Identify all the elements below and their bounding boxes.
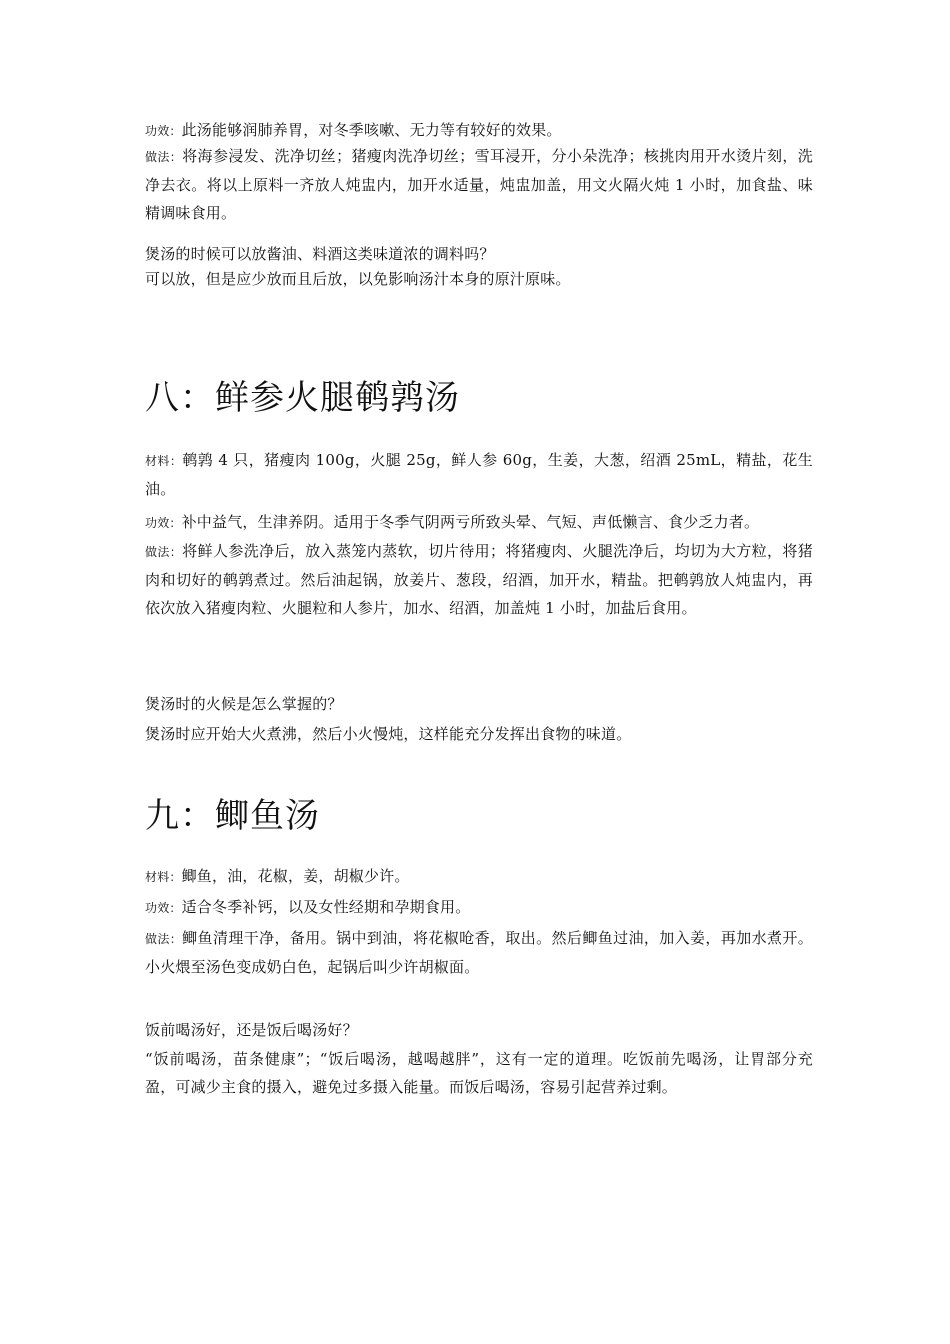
section-9-method-paragraph bbox=[145, 924, 813, 981]
method-text: 鲫鱼清理干净，备用。锅中到油，将花椒呛香，取出。然后鲫鱼过油，加入姜，再加水煮开。小火煨至汤色变成奶白色，起锅后叫少许胡椒面。 bbox=[145, 929, 813, 976]
materials-label: 材料： bbox=[145, 870, 182, 884]
section-9-efficacy-paragraph bbox=[145, 893, 813, 922]
method-text: 将海参浸发、洗净切丝；猪瘦肉洗净切丝；雪耳浸开，分小朵洗净；核挑肉用开水烫片刻，洗净去衣。将以上原料一齐放人炖盅内，加开水适量，炖盅加盖，用文火隔火炖 1 小时，加食盐、味精调味食用。 bbox=[145, 147, 813, 222]
efficacy-label: 功效： bbox=[145, 516, 182, 530]
materials-text: 鲫鱼，油，花椒，姜，胡椒少许。 bbox=[181, 867, 410, 885]
section-9-qa-question: 饭前喝汤好，还是饭后喝汤好？ bbox=[145, 1021, 358, 1039]
top-efficacy-paragraph bbox=[145, 116, 813, 145]
section-8-qa-answer: 煲汤时应开始大火煮沸，然后小火慢炖，这样能充分发挥出食物的味道。 bbox=[145, 725, 632, 743]
efficacy-text: 补中益气，生津养阴。适用于冬季气阴两亏所致头晕、气短、声低懒言、食少乏力者。 bbox=[181, 513, 760, 531]
top-qa-answer: 可以放，但是应少放而且后放，以免影响汤汁本身的原汁原味。 bbox=[145, 270, 571, 288]
method-label: 做法： bbox=[145, 150, 183, 164]
top-qa-question: 煲汤的时候可以放酱油、料酒这类味道浓的调料吗？ bbox=[145, 245, 495, 263]
method-text: 将鲜人参洗净后，放入蒸笼内蒸软，切片待用；将猪瘦肉、火腿洗净后，均切为大方粒，将猪肉和切好的鹌鹑煮过。然后油起锅，放姜片、葱段，绍酒，加开水，精盐。把鹌鹑放人炖盅内，再依次放入猪瘦肉粒、火腿粒和人参片，加水、绍酒，加盖炖 1 小时，加盐后食用。 bbox=[145, 542, 813, 617]
materials-text: 鹌鹑 4 只，猪瘦肉 100g，火腿 25g，鲜人参 60g，生姜，大葱，绍酒 25mL，精盐，花生油。 bbox=[145, 451, 813, 498]
efficacy-label: 功效： bbox=[145, 124, 182, 138]
section-8-materials-paragraph bbox=[145, 446, 813, 503]
method-label: 做法： bbox=[145, 932, 183, 946]
method-label: 做法： bbox=[145, 545, 183, 559]
section-8-method-paragraph bbox=[145, 537, 813, 622]
efficacy-label: 功效： bbox=[145, 901, 182, 915]
section-8-qa-question: 煲汤时的火候是怎么掌握的？ bbox=[145, 695, 343, 713]
efficacy-text: 此汤能够润肺养胃，对冬季咳嗽、无力等有较好的效果。 bbox=[181, 121, 562, 139]
section-9-materials-paragraph bbox=[145, 862, 813, 891]
section-8-efficacy-paragraph bbox=[145, 508, 813, 537]
section-8-heading: 八：鲜参火腿鹌鹑汤 bbox=[145, 378, 460, 418]
section-9-heading: 九：鲫鱼汤 bbox=[145, 796, 320, 836]
top-method-paragraph bbox=[145, 142, 813, 227]
materials-label: 材料： bbox=[145, 454, 183, 468]
section-9-qa-answer: “饭前喝汤，苗条健康”；“饭后喝汤，越喝越胖”，这有一定的道理。吃饭前先喝汤，让胃部分充盈，可减少主食的摄入，避免过多摄入能量。而饭后喝汤，容易引起营养过剩。 bbox=[145, 1050, 813, 1096]
efficacy-text: 适合冬季补钙，以及女性经期和孕期食用。 bbox=[181, 898, 471, 916]
